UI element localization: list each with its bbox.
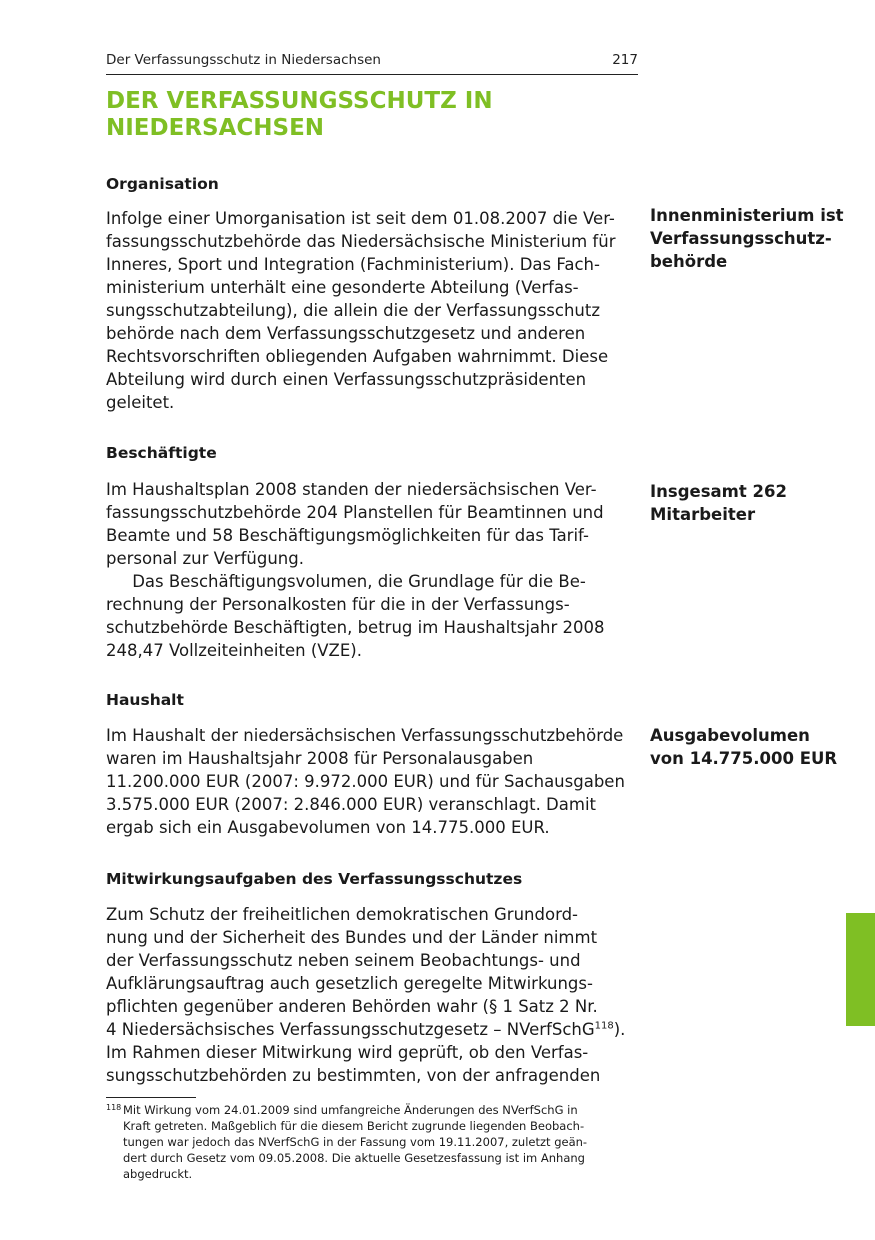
header-rule <box>106 74 638 75</box>
chapter-thumb-tab <box>846 913 875 1026</box>
footnote-rule <box>106 1097 196 1098</box>
section-heading-beschaeftigte: Beschäftigte <box>106 444 217 462</box>
footnote <box>106 1102 636 1182</box>
paragraph-organisation: Infolge einer Umorganisation ist seit dem 01.08.2007 die Ver- fassungsschutzbehörde das Niedersächsische Ministerium für Inneres, Sport und Integration (Fachministerium). Das Fach- ministerium unterhält eine gesonderte Abteilung (Verfas- sungsschutzabteilung), die allein die der Verfassungsschutz behörde nach dem Verfassungsschutzgesetz und anderen Rechtsvorschriften obliegenden Aufgaben wahrnimmt. Diese Abteilung wird durch einen Verfassungsschutzpräsidenten geleitet. <box>106 209 616 412</box>
side-note-organisation: Innenministerium ist Verfassungsschutz- behörde <box>650 206 844 271</box>
running-head-title: Der Verfassungsschutz in Niedersachsen <box>106 52 381 68</box>
paragraph-mitwirkung-text-end: ). <box>613 1020 626 1039</box>
footnote-reference[interactable]: 118 <box>594 1020 614 1032</box>
running-head <box>106 52 638 68</box>
paragraph-beschaeftigte: Im Haushaltsplan 2008 standen der niedersächsischen Ver- fassungsschutzbehörde 204 Planstellen für Beamtinnen und Beamte und 58 Beschäftigungsmöglichkeiten für das Tarif- personal zur Verfügung. Das Beschäftigungsvolumen, die Grundlage für die Be- rechnung der Personalkosten für die in der Verfassungs- schutzbehörde Beschäftigten, betrug im Haushaltsjahr 2008 248,47 Vollzeiteinheiten (VZE). <box>106 480 605 660</box>
page-number: 217 <box>612 52 638 68</box>
paragraph-mitwirkung-continued: Im Rahmen dieser Mitwirkung wird geprüft, ob den Verfas- sungsschutzbehörden zu bestimmten, von der anfragenden <box>106 1043 601 1085</box>
section-heading-haushalt: Haushalt <box>106 691 184 709</box>
side-note-beschaeftigte: Insgesamt 262 Mitarbeiter <box>650 482 787 524</box>
paragraph-mitwirkung <box>106 903 642 1087</box>
section-heading-organisation: Organisation <box>106 175 219 193</box>
paragraph-mitwirkung-text: Zum Schutz der freiheitlichen demokratischen Grundord- nung und der Sicherheit des Bundes und der Länder nimmt der Verfassungsschutz neben seinem Beobachtungs- und Aufklärungsauftrag auch gesetzlich geregelte Mitwirkungs- pflichten gegenüber anderen Behörden wahr (§ 1 Satz 2 Nr. 4 Niedersächsisches Verfassungsschutzgesetz – NVerfSchG <box>106 905 598 1039</box>
section-heading-mitwirkung: Mitwirkungsaufgaben des Verfassungsschutzes <box>106 870 523 888</box>
chapter-title: DER VERFASSUNGSSCHUTZ IN NIEDERSACHSEN <box>106 88 493 141</box>
footnote-number: 118 <box>106 1103 122 1112</box>
footnote-text: Mit Wirkung vom 24.01.2009 sind umfangreiche Änderungen des NVerfSchG in Kraft getreten. Maßgeblich für die diesem Bericht zugrunde liegenden Beobach- tungen war jedoch das NVerfSchG in der Fassung vom 19.11.2007, zuletzt geän- dert durch Gesetz vom 09.05.2008. Die aktuelle Gesetzesfassung ist im Anhang abgedruckt. <box>123 1103 588 1181</box>
side-note-haushalt: Ausgabevolumen von 14.775.000 EUR <box>650 726 838 768</box>
paragraph-haushalt: Im Haushalt der niedersächsischen Verfassungsschutzbehörde waren im Haushaltsjahr 2008 für Personalausgaben 11.200.000 EUR (2007: 9.972.000 EUR) und für Sachausgaben 3.575.000 EUR (2007: 2.846.000 EUR) veranschlagt. Damit ergab sich ein Ausgabevolumen von 14.775.000 EUR. <box>106 726 625 837</box>
